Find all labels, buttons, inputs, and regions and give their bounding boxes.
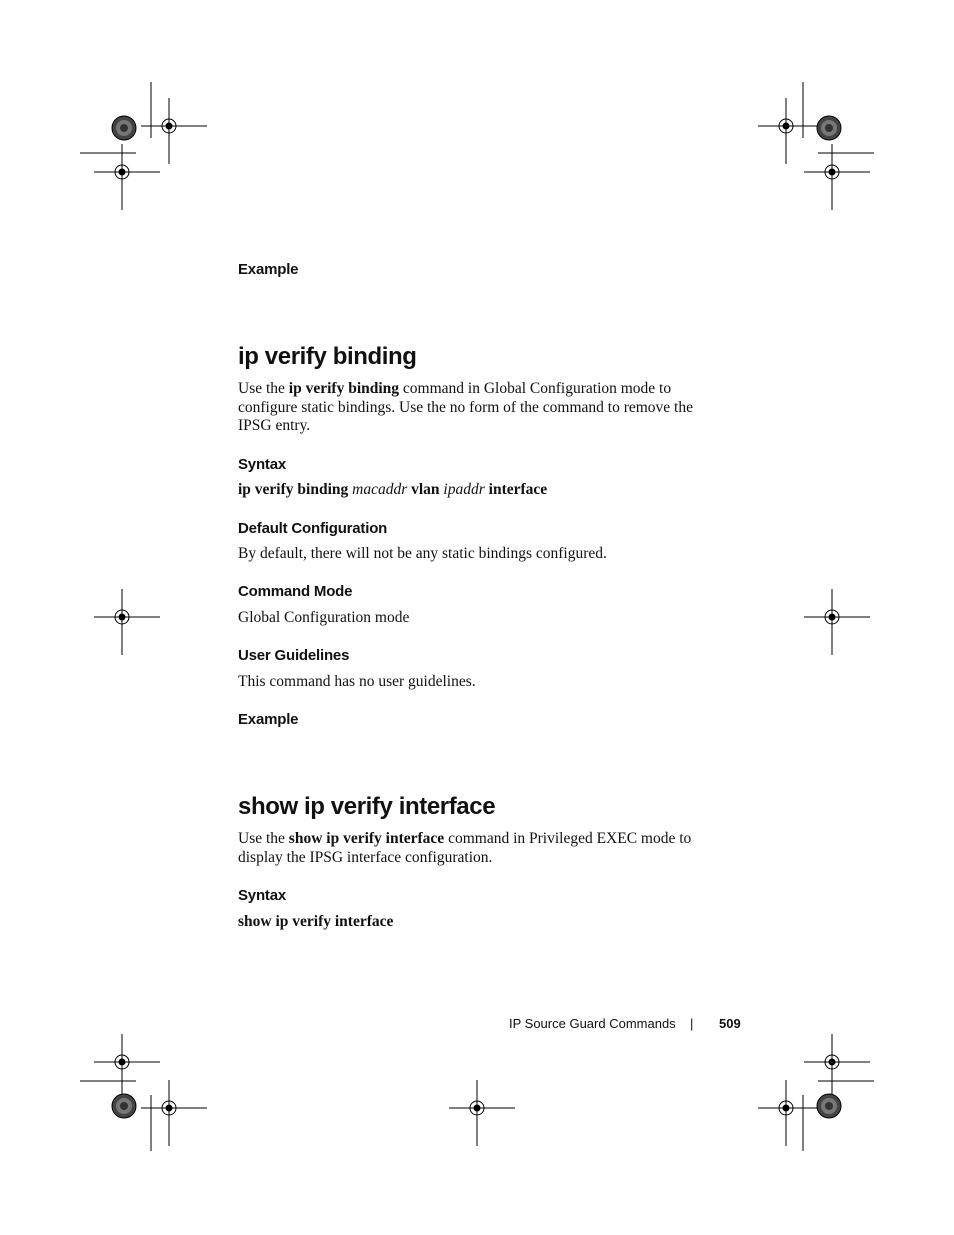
registration-target-icon: [94, 589, 160, 655]
section-title-ip-verify-binding: ip verify binding: [238, 343, 417, 370]
color-bar-icon: [112, 116, 136, 140]
intro-command: ip verify binding: [288, 380, 400, 397]
user-guidelines-heading: User Guidelines: [238, 647, 350, 664]
footer-page-number: 509: [719, 1016, 741, 1031]
ip-verify-binding-intro: [238, 380, 693, 436]
registration-target-icon: [94, 1034, 160, 1100]
footer-separator: |: [690, 1016, 694, 1031]
color-bar-icon: [817, 1094, 841, 1118]
syntax-line: [238, 481, 547, 500]
footer-section-title: IP Source Guard Commands: [509, 1016, 676, 1031]
section-title-show-ip-verify-interface: show ip verify interface: [238, 793, 496, 820]
default-configuration-text: By default, there will not be any static bindings configured.: [238, 545, 607, 562]
registration-target-icon: [804, 589, 870, 655]
intro-text: display the IPSG interface configuration.: [238, 848, 493, 866]
syntax-heading-2: Syntax: [238, 887, 286, 904]
intro-text: command in Privileged EXEC mode to: [444, 830, 692, 847]
user-guidelines-text: This command has no user guidelines.: [238, 673, 476, 690]
syntax-heading: Syntax: [238, 456, 286, 473]
default-configuration-heading: Default Configuration: [238, 520, 388, 537]
registration-target-icon: [804, 1034, 870, 1100]
color-bar-icon: [817, 116, 841, 140]
crop-mark-bottom-right: [803, 1081, 874, 1151]
syntax-keyword: interface: [484, 481, 548, 498]
syntax-argument: macaddr: [352, 481, 408, 498]
intro-text: Use the: [238, 380, 289, 397]
intro-text: configure static bindings. Use the no form of the command to remove the: [238, 398, 693, 416]
syntax-line-2: show ip verify interface: [238, 913, 394, 930]
registration-target-icon: [758, 1080, 824, 1146]
syntax-argument: ipaddr: [443, 481, 485, 498]
crop-mark-top-right: [803, 82, 874, 153]
intro-command: show ip verify interface: [288, 830, 445, 847]
crop-mark-bottom-left: [80, 1081, 151, 1151]
syntax-keyword: vlan: [407, 481, 444, 498]
intro-text: Use the: [238, 830, 289, 847]
show-ip-verify-interface-intro: [238, 830, 691, 867]
registration-target-icon: [758, 98, 824, 164]
command-mode-text: Global Configuration mode: [238, 609, 410, 626]
example-heading-top: Example: [238, 261, 299, 278]
intro-text: command in Global Configuration mode to: [399, 380, 672, 397]
registration-target-icon: [94, 144, 160, 210]
intro-text: IPSG entry.: [238, 417, 311, 434]
registration-target-icon: [449, 1080, 515, 1146]
registration-target-icon: [804, 144, 870, 210]
example-heading: Example: [238, 711, 299, 728]
crop-mark-top-left: [80, 82, 151, 153]
syntax-keyword: ip verify binding: [238, 481, 353, 498]
color-bar-icon: [112, 1094, 136, 1118]
command-mode-heading: Command Mode: [238, 583, 353, 600]
